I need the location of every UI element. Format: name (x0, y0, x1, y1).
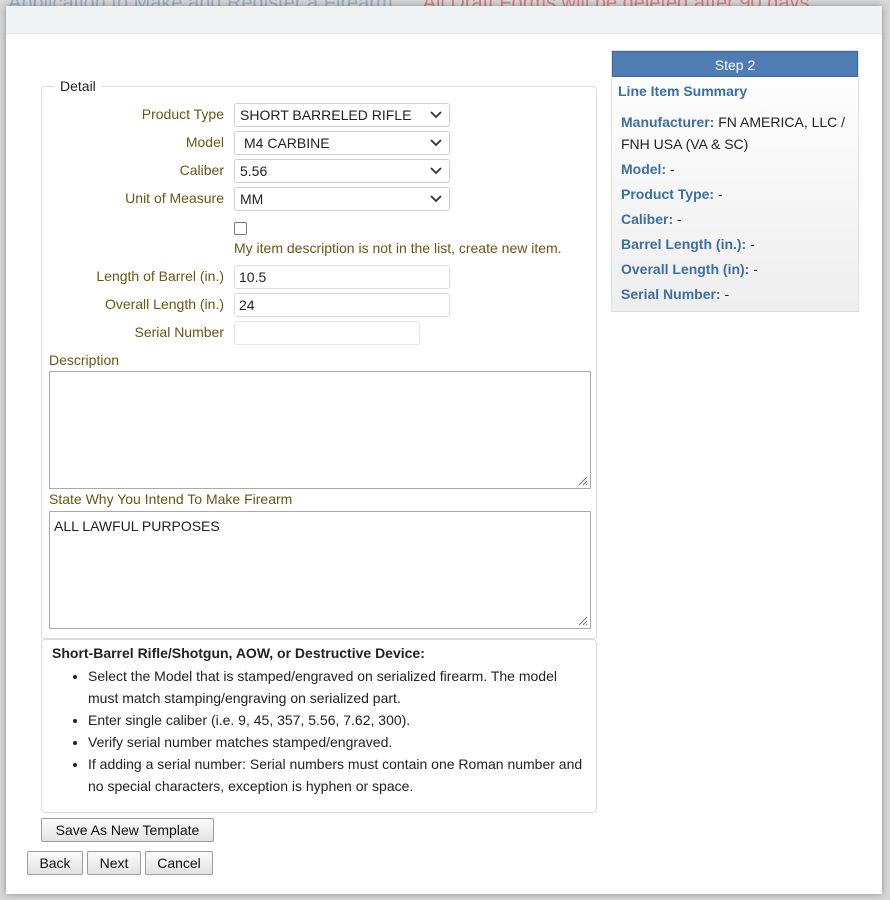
line-item-summary-panel (611, 50, 859, 312)
list-item: • Verify serial number matches stamped/engraved. (88, 731, 586, 753)
overall-length-input[interactable]: 24 (234, 293, 450, 317)
model-label: Model (185, 134, 224, 150)
product-type-value: SHORT BARRELED RIFLE (240, 107, 412, 123)
overall-length-label: Overall Length (in.) (104, 296, 224, 312)
intent-textarea[interactable] (49, 511, 591, 629)
unit-of-measure-label: Unit of Measure (125, 190, 224, 206)
chevron-down-icon (429, 136, 443, 150)
summary-serial-number: Serial Number: - (621, 286, 730, 302)
intent-value: ALL LAWFUL PURPOSES (54, 518, 220, 534)
instructions-box (41, 639, 597, 813)
list-item: • Enter single caliber (i.e. 9, 45, 357, 5.56, 7.62, 300). (88, 709, 586, 731)
chevron-down-icon (429, 108, 443, 122)
cancel-button[interactable]: Cancel (145, 851, 213, 875)
create-new-item-checkbox[interactable] (234, 222, 247, 235)
caliber-label: Caliber (179, 162, 224, 178)
next-button[interactable]: Next (87, 851, 141, 875)
chevron-down-icon (429, 164, 443, 178)
resize-grip-icon[interactable] (576, 474, 588, 486)
model-select[interactable] (234, 131, 450, 155)
detail-fieldset (41, 78, 597, 639)
list-item: • Select the Model that is stamped/engraved on serialized firearm. The model must match stamping/engraving on serialized part. (88, 665, 586, 709)
model-value: M4 CARBINE (244, 135, 330, 151)
summary-manufacturer: Manufacturer: FN AMERICA, LLC / FNH USA (VA & SC) (621, 114, 846, 152)
barrel-length-input[interactable]: 10.5 (234, 265, 450, 289)
serial-number-label: Serial Number (134, 324, 224, 340)
caliber-select[interactable] (234, 159, 450, 183)
description-textarea[interactable] (49, 371, 591, 489)
step-header: Step 2 (612, 51, 858, 77)
summary-title: Line Item Summary (618, 83, 748, 99)
resize-grip-icon[interactable] (576, 614, 588, 626)
instructions-title: Short-Barrel Rifle/Shotgun, AOW, or Destructive Device: (52, 645, 425, 661)
product-type-select[interactable] (234, 103, 450, 127)
list-item: • If adding a serial number: Serial numbers must contain one Roman number and no special characters, exception is hyphen or space. (88, 753, 586, 797)
detail-legend: Detail (54, 78, 102, 94)
summary-list (621, 111, 858, 305)
caliber-value: 5.56 (240, 163, 268, 179)
description-label: Description (49, 352, 120, 368)
line-item-modal (6, 6, 882, 894)
serial-number-input[interactable] (234, 321, 420, 345)
chevron-down-icon (429, 192, 443, 206)
summary-caliber: Caliber: - (621, 211, 682, 227)
summary-barrel-length: Barrel Length (in.): - (621, 236, 755, 252)
intent-label: State Why You Intend To Make Firearm (49, 491, 293, 507)
instructions-list (52, 665, 586, 797)
modal-header-bar (6, 6, 882, 34)
save-as-template-button[interactable]: Save As New Template (41, 818, 214, 842)
product-type-label: Product Type (141, 106, 224, 122)
summary-model: Model: - (621, 161, 675, 177)
create-new-item-label: My item description is not in the list, create new item. (234, 240, 562, 256)
summary-product-type: Product Type: - (621, 186, 723, 202)
unit-of-measure-value: MM (240, 191, 264, 207)
barrel-length-label: Length of Barrel (in.) (96, 268, 224, 284)
back-button[interactable]: Back (27, 851, 83, 875)
unit-of-measure-select[interactable] (234, 187, 450, 211)
summary-overall-length: Overall Length (in): - (621, 261, 758, 277)
